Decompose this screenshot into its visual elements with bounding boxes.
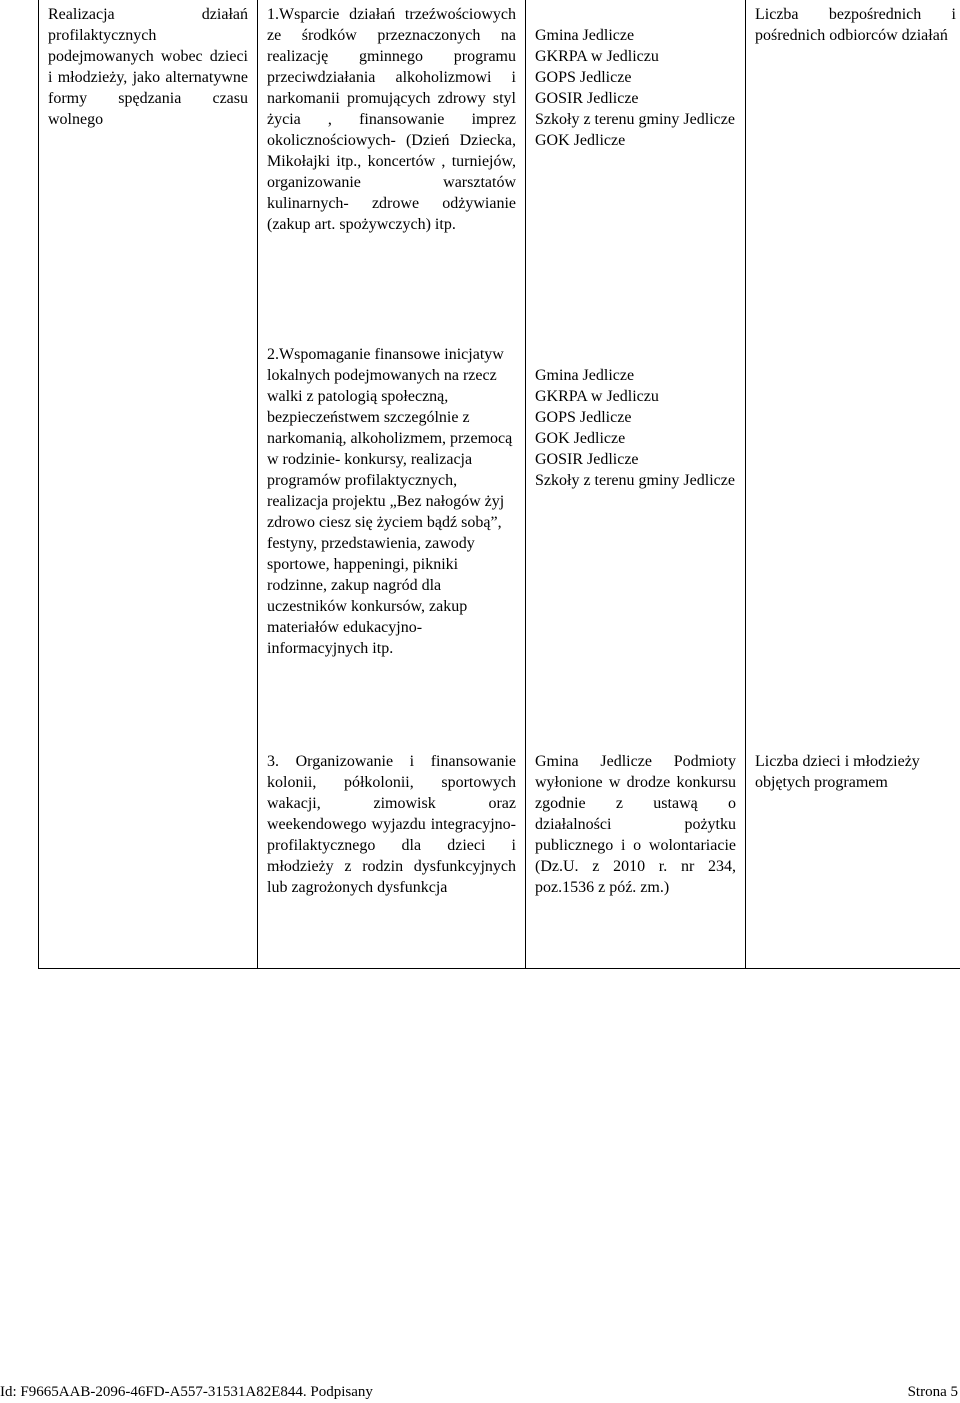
executors-text-3: Gmina Jedlicze Podmioty wyłonione w drodze konkursu zgodnie z ustawą o działalności pożytku publicznego i o wolontariacie (Dz.U. z 2010 r. nr 234, poz.1536 z póź. zm.) [535, 753, 736, 896]
area-cell [39, 0, 258, 968]
task-cell-1 [258, 0, 526, 340]
indicator-cell-3 [746, 747, 960, 968]
executors-text-1: Gmina Jedlicze GKRPA w Jedliczu GOPS Jedlicze GOSIR Jedlicze Szkoły z terenu gminy Jedlicze GOK Jedlicze [535, 27, 735, 149]
executors-cell-3 [526, 747, 746, 968]
executors-cell-1 [526, 0, 746, 340]
task-text-3: 3. Organizowanie i finansowanie kolonii, półkolonii, sportowych wakacji, zimowisk oraz weekendowego wyjazdu integracyjno-profilaktycznego dla dzieci i młodzieży z rodzin dysfunkcyjnych lub zagrożonych dysfunkcja [267, 753, 516, 896]
executors-cell-2 [526, 340, 746, 747]
document-id: Id: F9665AAB-2096-46FD-A557-31531A82E844. Podpisany [0, 1384, 373, 1400]
indicator-cell-2 [746, 340, 960, 747]
task-text-1: 1.Wsparcie działań trzeźwościowych ze środków przeznaczonych na realizację gminnego programu przeciwdziałania alkoholizmowi i narkomanii promujących zdrowy styl życia , finansowanie imprez okolicznościowych- (Dzień Dziecka, Mikołajki itp., koncertów , turniejów, organizowanie warsztatów kulinarnych- zdrowe odżywianie (zakup art. spożywczych) itp. [267, 6, 516, 233]
area-label: Realizacja działań profilaktycznych podejmowanych wobec dzieci i młodzieży, jako alternatywne formy spędzania czasu wolnego [48, 6, 248, 128]
executors-text-2: Gmina Jedlicze GKRPA w Jedliczu GOPS Jedlicze GOK Jedlicze GOSIR Jedlicze Szkoły z terenu gminy Jedlicze [535, 367, 735, 489]
task-text-2: 2.Wspomaganie finansowe inicjatyw lokalnych podejmowanych na rzecz walki z patologią społeczną, bezpieczeństwem szczególnie z narkomanią, alkoholizmem, przemocą w rodzinie- konkursy, realizacja programów profilaktycznych, realizacja projektu „Bez nałogów żyj zdrowo ciesz się życiem bądź sobą”, festyny, przedstawienia, zawody sportowe, happeningi, pikniki rodzinne, zakup nagród dla uczestników konkursów, zakup materiałów edukacyjno-informacyjnych itp. [267, 346, 513, 657]
task-cell-2 [258, 340, 526, 747]
indicator-text-1: Liczba bezpośrednich i pośrednich odbiorców działań [755, 6, 956, 44]
page-footer [0, 1382, 960, 1403]
task-cell-3 [258, 747, 526, 968]
indicator-cell-1 [746, 0, 960, 340]
indicator-text-3: Liczba dzieci i młodzieży objętych programem [755, 753, 920, 791]
page-number: Strona 5 [907, 1384, 958, 1400]
program-table [38, 0, 960, 969]
